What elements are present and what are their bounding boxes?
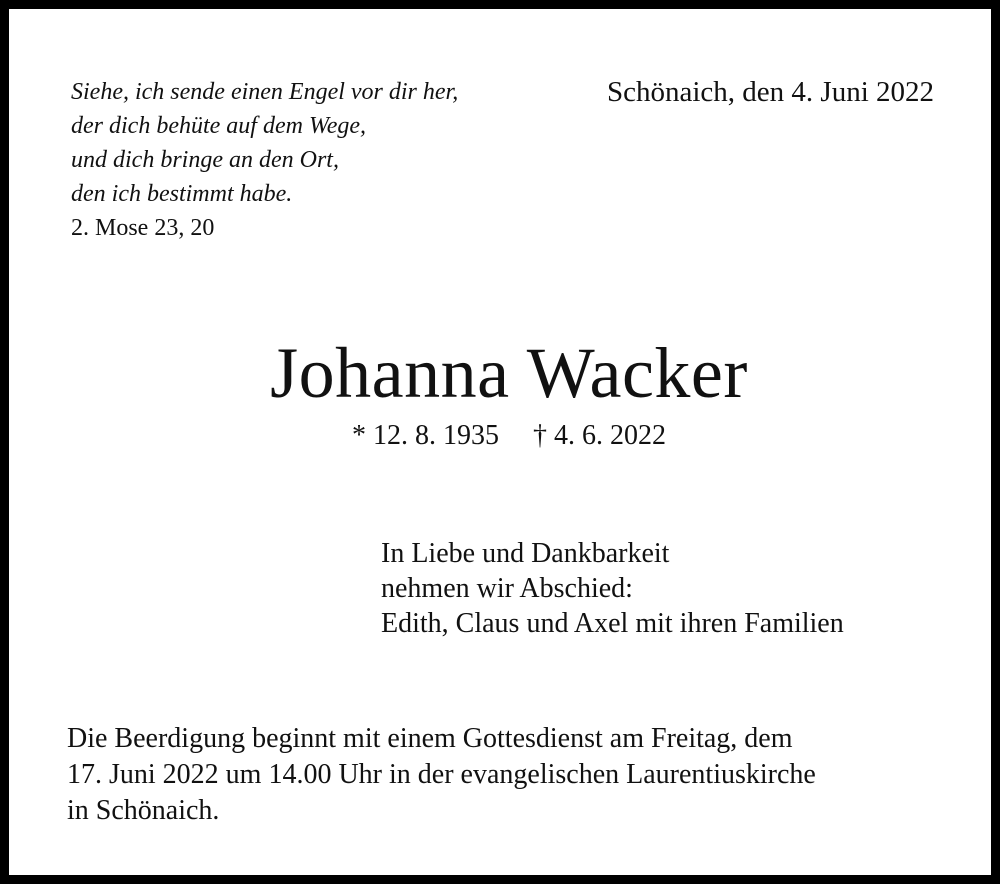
verse-line: der dich behüte auf dem Wege, bbox=[71, 113, 367, 139]
verse-reference: 2. Mose 23, 20 bbox=[71, 215, 215, 241]
death-date: † 4. 6. 2022 bbox=[533, 420, 666, 451]
place-and-date: Schönaich, den 4. Juni 2022 bbox=[606, 76, 934, 108]
funeral-line: in Schönaich. bbox=[67, 795, 220, 826]
verse-line: und dich bringe an den Ort, bbox=[71, 147, 339, 173]
birth-date: * 12. 8. 1935 bbox=[352, 420, 499, 451]
mourners-line: nehmen wir Abschied: bbox=[381, 573, 633, 604]
verse-line: Siehe, ich sende einen Engel vor dir her, bbox=[71, 79, 459, 105]
mourners-line: In Liebe und Dankbarkeit bbox=[381, 538, 670, 569]
verse-line: den ich bestimmt habe. bbox=[71, 181, 293, 207]
deceased-name: Johanna Wacker bbox=[270, 333, 748, 413]
funeral-info bbox=[67, 721, 816, 829]
bible-verse bbox=[71, 75, 458, 245]
funeral-line: 17. Juni 2022 um 14.00 Uhr in der evangelischen Laurentiuskirche bbox=[67, 759, 816, 790]
mourners-block bbox=[381, 536, 844, 641]
funeral-line: Die Beerdigung beginnt mit einem Gottesdienst am Freitag, dem bbox=[67, 723, 793, 754]
life-dates bbox=[9, 417, 1000, 455]
mourners-line: Edith, Claus und Axel mit ihren Familien bbox=[381, 608, 844, 639]
